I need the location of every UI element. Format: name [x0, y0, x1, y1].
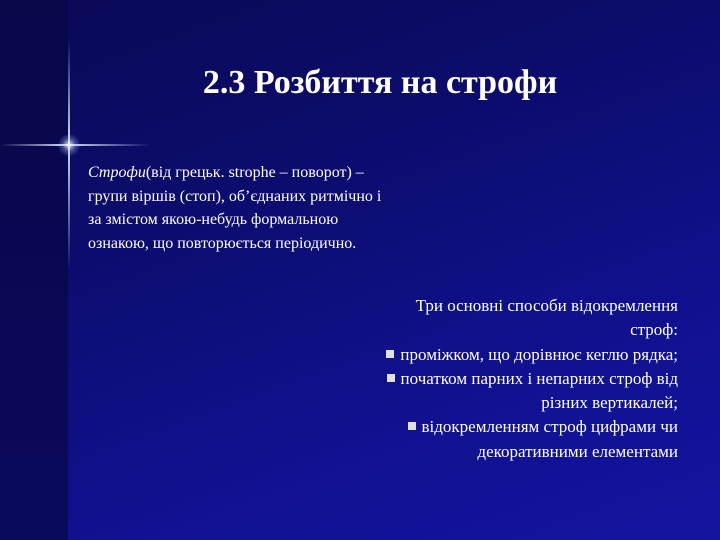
definition-term: Строфи — [88, 164, 146, 181]
list-item — [380, 343, 678, 367]
definition-text — [88, 161, 388, 255]
list-item-text: відокремленням строф цифрами чи декоративними елементами — [421, 417, 678, 461]
square-bullet-icon — [386, 350, 394, 358]
definition-body: (від грецьк. strophe – поворот) – групи віршів (стоп), об’єднаних ритмічно і за змістом якою-небудь формальною ознакою, що повторюється періодично. — [88, 164, 382, 252]
list-item — [380, 415, 678, 464]
list-item-text: початком парних і непарних строф від різних вертикалей; — [400, 368, 678, 413]
list-item-text: проміжком, що дорівнює кеглю рядка; — [400, 344, 678, 364]
slide-title: 2.3 Розбиття на строфи — [202, 64, 558, 101]
square-bullet-icon — [408, 422, 416, 430]
square-bullet-icon — [387, 374, 395, 382]
methods-list — [380, 294, 678, 464]
light-flare-glow — [58, 134, 80, 156]
list-item — [380, 367, 678, 416]
methods-intro: Три основні способи відокремлення строф: — [415, 296, 678, 340]
